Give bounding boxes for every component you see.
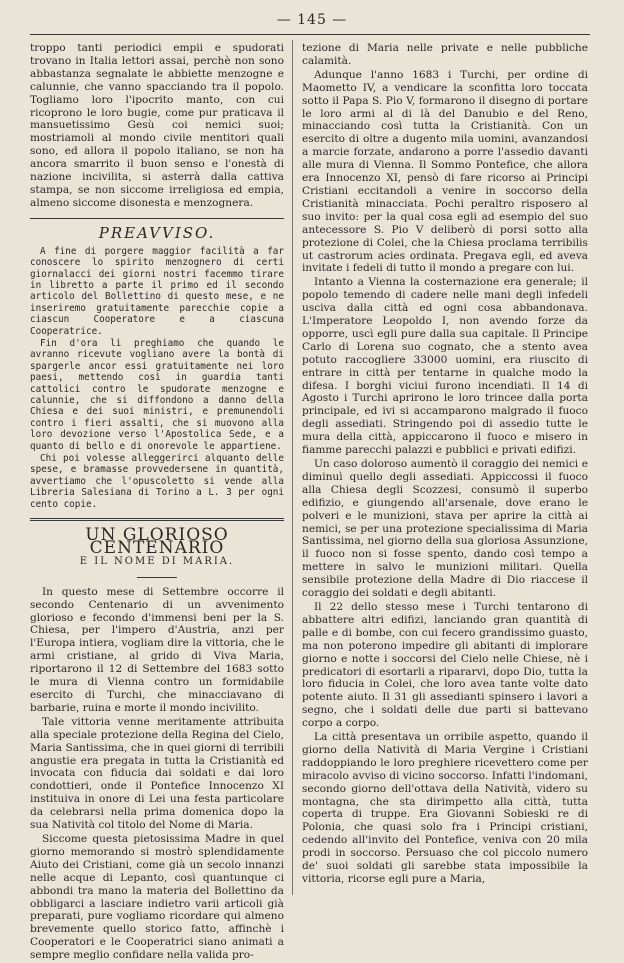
page-number: — 145 — <box>276 12 348 28</box>
article-paragraph: Un caso doloroso aumentò il coraggio dei nemici e diminuì quello degli assediati. Appiccossi il fuoco alla Chiesa degli Scozzesi, consumò il superbo edifizio, e giungendo all'arsenale, dove erano le polveri e le munizioni, stava per aprire la città ai nemici, se per una protezione specialissima di Maria Santissima, nel giorno della sua gloriosa Assunzione, il fuoco non si fosse spento, dando così tempo a mettere in salvo le munizioni militari. Quella sensibile protezione della Madre di Dio riaccese il coraggio dei soldati e degli abitanti. <box>302 458 588 600</box>
right-column <box>302 42 588 887</box>
column-divider <box>292 40 293 895</box>
left-column <box>30 42 284 963</box>
article-paragraph: La città presentava un orribile aspetto, quando il giorno della Natività di Maria Vergine i Cristiani raddoppiando le loro preghiere ricevettero come per miracolo avviso di vicino soccorso. Infatti l'indomani, secondo giorno dell'ottava della Natività, videro su montagna, che sta dirimpetto alla città, tutta coperta di truppe. Era Giovanni Sobieski re di Polonia, che quasi solo fra i Principi cristiani, cedendo all'invito del Pontefice, veniva con 20 mila prodi in soccorso. Persuaso che col piccolo numero de' suoi soldati gli sarebbe stata impossibile la vittoria, ricorse egli pure a Maria, <box>302 731 588 885</box>
article-paragraph: Tale vittoria venne meritamente attribuita alla speciale protezione della Regina del Cielo, Maria Santissima, che in quei giorni di terribili angustie era pregata in tutta la Cristianità ed invocata con fiducia dai soldati e dai loro condottieri, onde il Pontefice Innocenzo XI instituiva in onore di Lei una festa particolare da celebrarsi nella prima domenica dopo la sua Natività col titolo del Nome di Maria. <box>30 715 284 832</box>
article-paragraph: tezione di Maria nelle private e nelle pubbliche calamità. <box>302 42 588 67</box>
article-title: UN GLORIOSO CENTENARIO <box>85 525 229 558</box>
notice-paragraph: A fine di porgere maggior facilità a far conoscere lo spirito menzognero di certi giornalacci dei giorni nostri facemmo tirare in libretto a parte il primo ed il secondo articolo del Bollettino di questo mese, e ne inseriremo gratuitamente parecchie copie a ciascun Cooperatore e a ciascuna Cooperatrice. <box>30 245 284 337</box>
article-paragraph: Adunque l'anno 1683 i Turchi, per ordine di Maometto IV, a vendicare la sconfitta loro toccata sotto il Papa S. Pio V, formarono il disegno di portare le loro armi al di là del Danubio e del Reno, minacciando così tutta la Cristianità. Con un esercito di oltre a dugento mila uomini, avanzandosi a marcie forzate, andarono a porre l'assedio davanti alle mura di Vienna. Il Sommo Pontefice, che allora era Innocenzo XI, pensò di fare ricorso ai Principi Cristiani eccitandoli a venire in soccorso della Cristianità minacciata. Pochi peraltro risposero al suo invito: per la qual cosa egli ad esempio del suo antecessore S. Pio V deliberò di porsi sotto alla protezione di Colei, che la Chiesa proclama terribilis ut castrorum acies ordinata. Pregava egli, ed aveva invitate i fedeli di tutto il mondo a pregare con lui. <box>302 68 588 275</box>
notice-paragraph: Chi poi volesse alleggerirci alquanto delle spese, e bramasse provvedersene in quantità, avvertiamo che l'opuscoletto si vende alla Libreria Salesiana di Torino a L. 3 per ogni cento copie. <box>30 453 284 510</box>
article-paragraph: Intanto a Vienna la costernazione era generale; il popolo temendo di cadere nelle mani degli infedeli usciva dalla città ed ogni cosa abbandonava. L'Imperatore Leopoldo I, non avendo forze da opporre, uscì egli pure dalla sua capitale. Il Principe Carlo di Lorena suo cognato, che a stento avea potuto raccogliere 33000 uomini, era riuscito di entrare in città per tentarne in qualche modo la difesa. I borghi viciui furono incendiati. Il 14 di Agosto i Turchi aprirono le loro trincee dalla porta principale, ed ivi si accamparono malgrado il fuoco degli assediati. Stringendo poi di assedio tutte le mura della città, appiccarono il fuoco e misero in fiamme parecchi palazzi e pubblici e privati edifizi. <box>302 276 588 457</box>
article-paragraph: In questo mese di Settembre occorre il secondo Centenario di un avvenimento glorioso e fecondo d'immensi beni per la S. Chiesa, per l'impero d'Austria, anzi per l'Europa intiera, vogliam dire la vittoria, che le armi cristiane, al grido di Viva Maria, riportarono il 12 di Settembre del 1683 sotto le mura di Vienna contro un formidabile esercito di Turchi, che minacciavano di barbarie, ruina e morte il mondo incivilito. <box>30 585 284 714</box>
article-paragraph: Il 22 dello stesso mese i Turchi tentarono di abbattere altri edifizi, lanciando gran quantità di palle e di bombe, con cui fecero grandissimo guasto, ma non poterono impedire gli abitanti di implorare giorno e notte i soccorsi del Cielo nelle Chiese, nè i predicatori di esortarli a ripararvi, dopo Dio, tutta la loro fiducia in Colei, che loro avea tante volte dato potente aiuto. Il 31 gli assedianti spinsero i lavori a segno, che i soldati delle due parti si battevano corpo a corpo. <box>302 600 588 730</box>
article-paragraph: Siccome questa pietosissima Madre in quel giorno memorando si mostrò splendidamente Aiuto dei Cristiani, come già un secolo innanzi nelle acque di Lepanto, così quantunque ci abbondi tra mano la materia del Bollettino da obbligarci a lasciare indietro varii articoli già preparati, pure vogliamo ricordare qui almeno brevemente quello storico fatto, affinchè i Cooperatori e le Cooperatrici siano animati a sempre meglio confidare nella valida pro- <box>30 832 284 962</box>
notice-title: PREAVVISO. <box>98 223 216 242</box>
article-divider <box>30 518 284 521</box>
title-rule <box>137 577 177 578</box>
section-divider <box>30 218 284 219</box>
header-rule <box>30 34 590 35</box>
notice-paragraph: Fin d'ora li preghiamo che quando le avranno ricevute vogliano avere la bontà di spargerle ancor essi gratuitamente nei loro paesi, mettendo così in guardia tanti cattolici contro le spudorate menzogne e calunnie, che si diffondono a danno della Chiesa e dei suoi ministri, e premunendoli contro i fieri assalti, che si muovono alla loro devozione verso l'Apostolica Sede, e a quanto di bello e di onorevole le appartiene. <box>30 337 284 452</box>
intro-paragraph: troppo tanti periodici empii e spudorati trovano in Italia lettori assai, perchè non sono abbastanza segnalate le abbiette menzogne e calunnie, che vanno spacciando tra il popolo. Togliamo loro l'ipocrito manto, con cui ricoprono le loro bugie, come pur praticava il mansuetissimo Gesù coi nemici suoi; mostriamoli al mondo civile mentitori quali sono, ed allora il popolo italiano, se non ha ancora smarrito il buon senso e l'onestà di nazione incivilita, si asterrà dalla cattiva stampa, se non siccome irreligiosa ed empia, almeno siccome disonesta e menzognera. <box>30 42 284 209</box>
article-subtitle: E IL NOME DI MARIA. <box>79 555 235 567</box>
